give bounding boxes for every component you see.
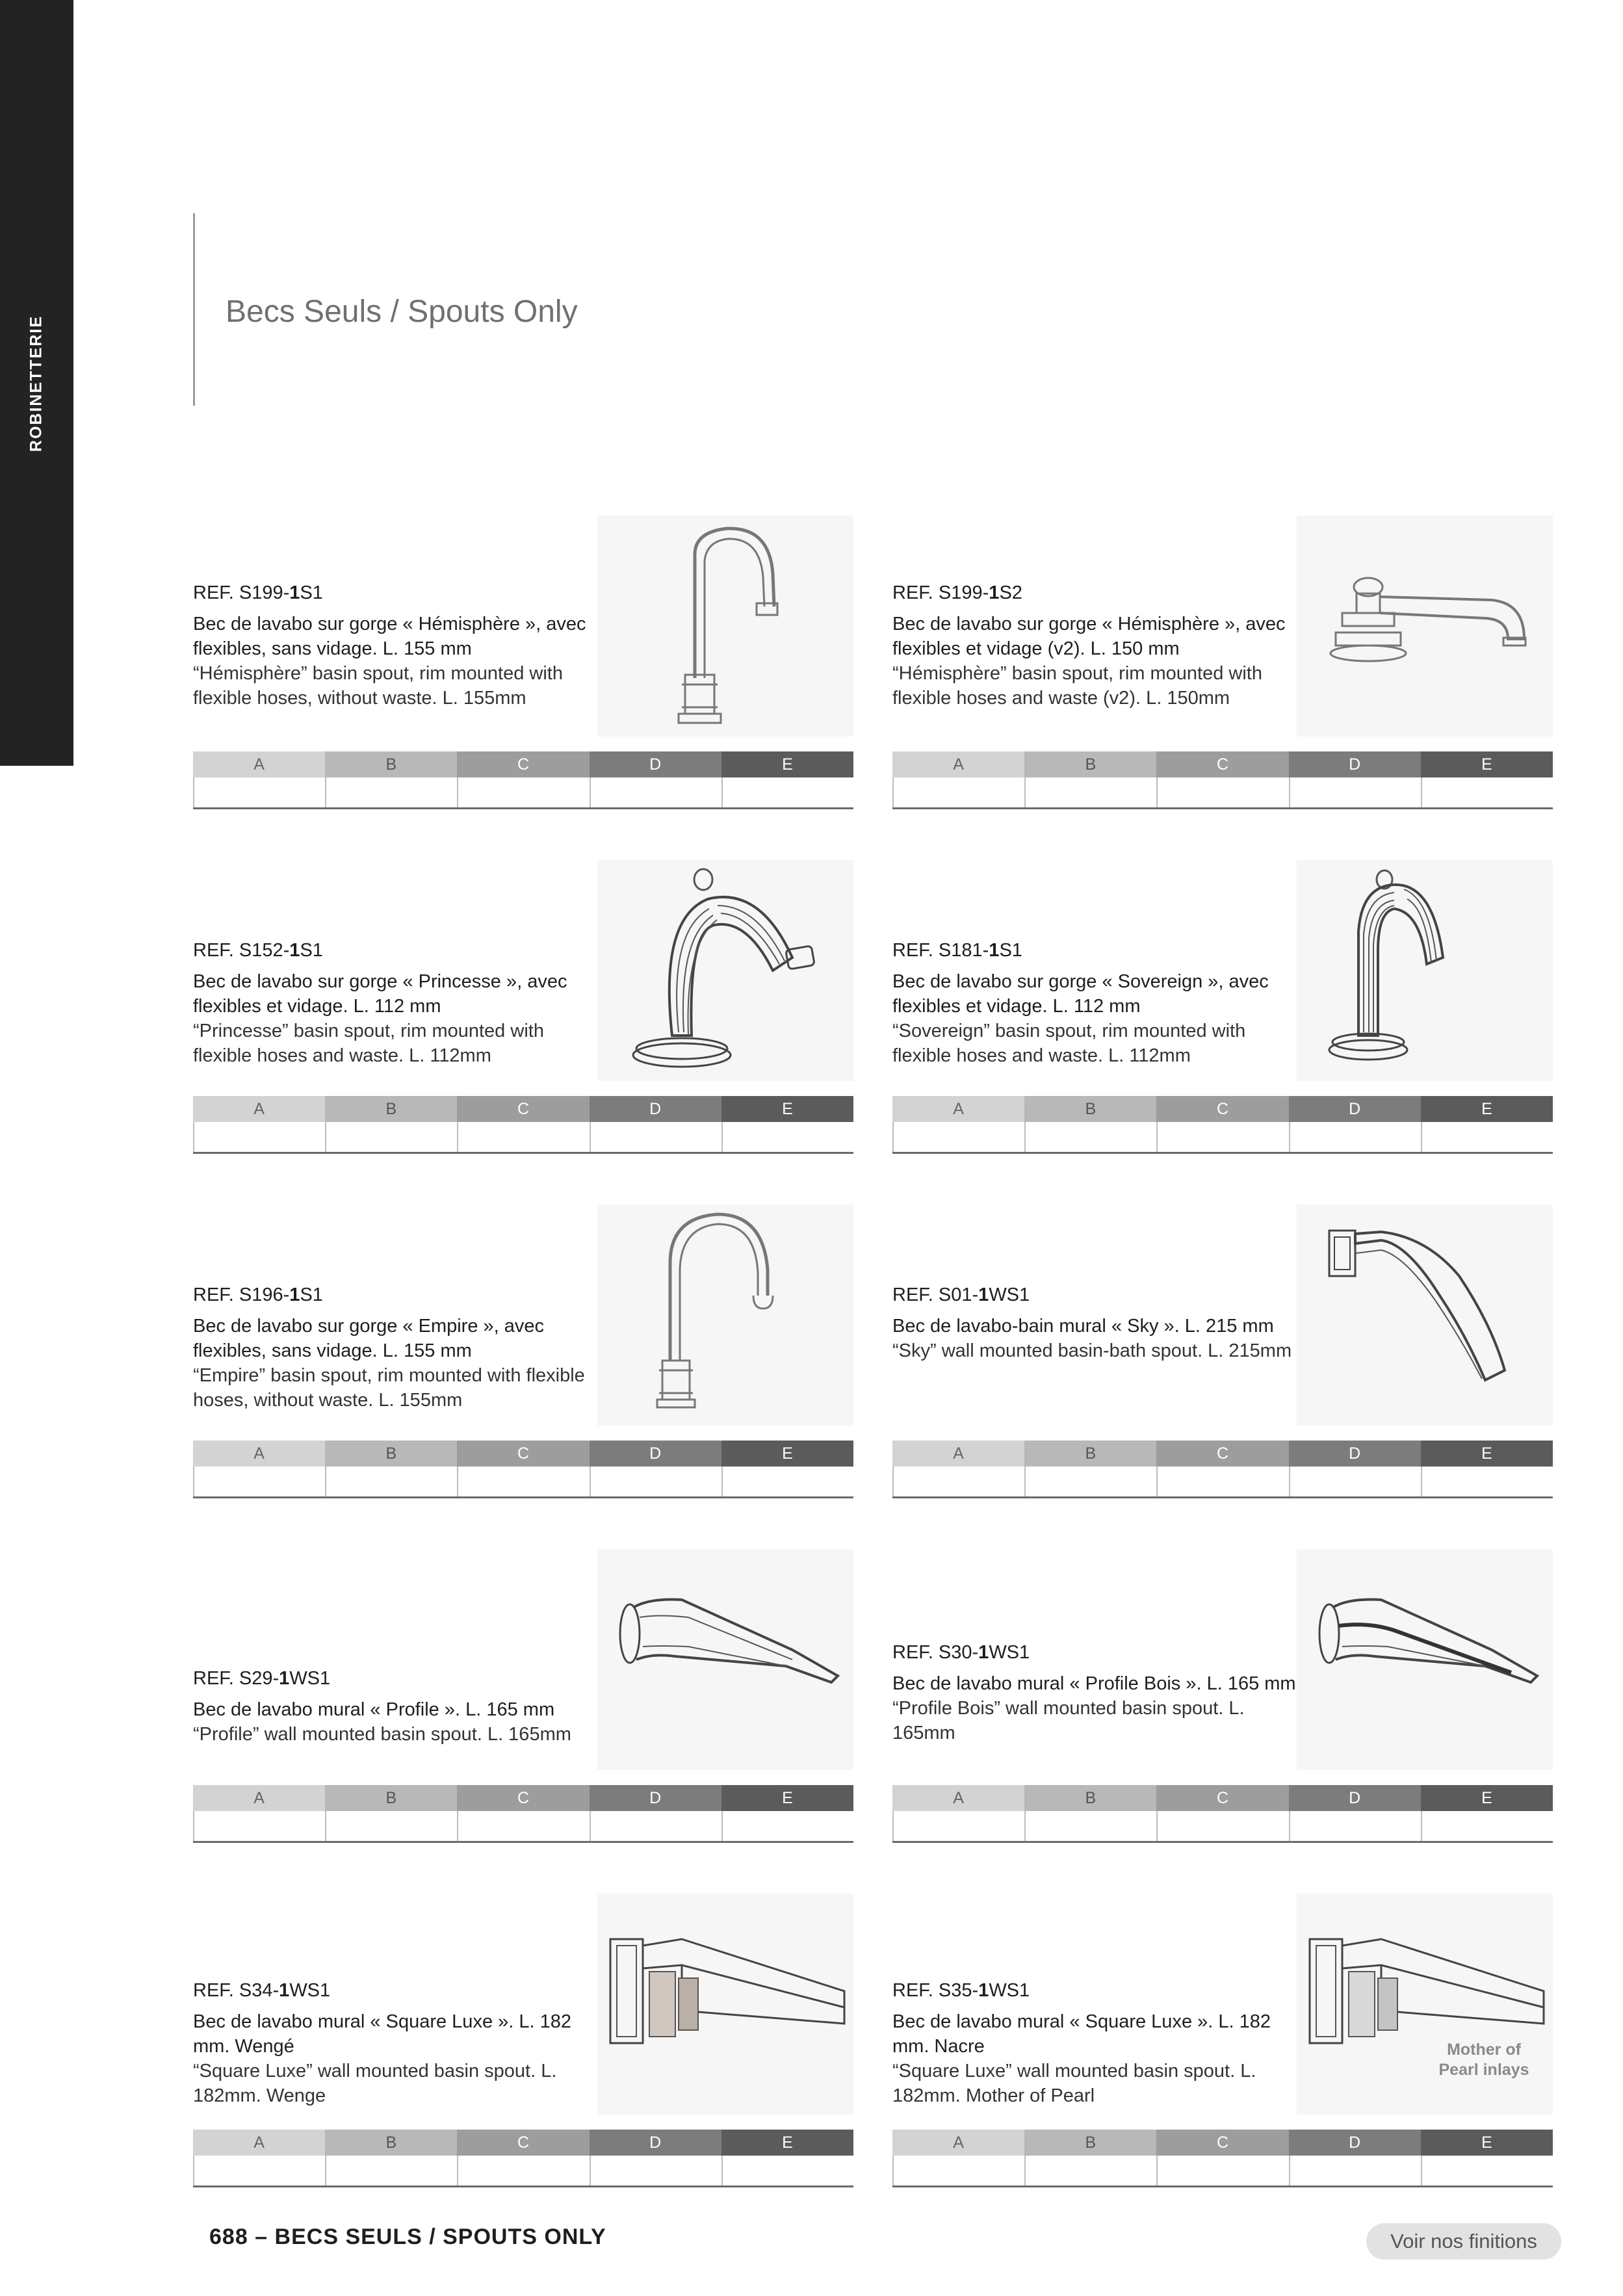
wall-square-spout-icon [597,1894,853,2115]
finish-header [892,2130,1553,2156]
finish-header [892,751,1553,777]
product-text [193,1978,603,2108]
product-description-fr: Bec de lavabo sur gorge « Sovereign », avec flexibles et vidage. L. 112 mm [892,971,1269,1017]
product-text [193,581,603,711]
finish-header [193,751,853,777]
finish-col-a: A [892,1785,1024,1811]
finish-row [892,1467,1553,1498]
finish-row [892,2156,1553,2187]
finish-cell [1421,1811,1553,1841]
finish-cell [1421,1122,1553,1152]
finish-cell [590,777,721,807]
product-description-fr: Bec de lavabo sur gorge « Hémisphère », avec flexibles et vidage (v2). L. 150 mm [892,614,1286,659]
product-text [892,1283,1302,1363]
finish-header [193,1441,853,1467]
finish-table [193,1785,853,1843]
finish-cell [1289,1467,1421,1496]
finish-cell [1156,1811,1288,1841]
finish-col-b: B [325,1096,457,1122]
finish-col-a: A [892,1096,1024,1122]
title-rule [193,213,195,406]
finish-col-d: D [1289,1441,1421,1467]
product-card [892,1549,1553,1842]
finish-col-b: B [1024,1785,1156,1811]
finish-cell [721,1811,853,1841]
product-image [597,515,853,737]
product-card [193,1549,853,1842]
finish-col-d: D [1289,751,1421,777]
product-description-fr: Bec de lavabo sur gorge « Empire », avec flexibles, sans vidage. L. 155 mm [193,1316,545,1361]
product-image [597,860,853,1081]
finish-cell [1024,1811,1156,1841]
product-ref: REF. S34-1WS1 [193,1980,331,2001]
finish-col-c: C [457,1096,589,1122]
product-description-fr: Bec de lavabo-bain mural « Sky ». L. 215 mm [892,1316,1274,1337]
finish-cell [721,777,853,807]
finish-cell [1289,2156,1421,2185]
finish-col-e: E [721,2130,853,2156]
product-description-en: “Square Luxe” wall mounted basin spout. L. 182mm. Wenge [193,2061,557,2106]
finish-cell [457,1122,589,1152]
finish-table [892,751,1553,809]
finish-col-b: B [325,1441,457,1467]
goose-neck-spout-icon [597,1205,853,1426]
finish-col-d: D [590,1785,721,1811]
product-description-en: “Square Luxe” wall mounted basin spout. L. 182mm. Mother of Pearl [892,2061,1256,2106]
finish-col-e: E [1421,1096,1553,1122]
product-description-en: “Hémisphère” basin spout, rim mounted with flexible hoses and waste (v2). L. 150mm [892,663,1262,709]
product-card [892,1205,1553,1497]
finish-col-a: A [892,2130,1024,2156]
wall-square-spout-icon [1297,1894,1553,2115]
finish-cell [590,1811,721,1841]
finish-col-b: B [325,2130,457,2156]
fluted-spout-icon [597,860,853,1081]
goose-neck-spout-icon [597,515,853,737]
finish-table [892,2130,1553,2187]
finish-col-b: B [1024,1441,1156,1467]
finish-col-c: C [1156,751,1288,777]
finish-col-a: A [193,2130,325,2156]
finish-cell [193,2156,325,2185]
product-image [597,1549,853,1770]
finish-row [193,2156,853,2187]
product-image [1297,1205,1553,1426]
finish-cell [1289,777,1421,807]
page-footer-label: 688 – BECS SEULS / SPOUTS ONLY [209,2224,606,2249]
finish-cell [457,777,589,807]
finish-cell [892,1122,1024,1152]
finish-cell [325,1122,457,1152]
product-text [193,1283,603,1413]
finish-col-b: B [325,751,457,777]
finish-col-a: A [193,1096,325,1122]
product-ref: REF. S29-1WS1 [193,1668,331,1689]
finish-col-a: A [193,1441,325,1467]
sidebar-tab [0,0,73,766]
finish-table [892,1785,1553,1843]
finish-cell [325,2156,457,2185]
finish-col-a: A [193,1785,325,1811]
finish-col-e: E [721,751,853,777]
finish-col-a: A [892,751,1024,777]
finish-cell [892,2156,1024,2185]
finish-col-a: A [892,1441,1024,1467]
finish-table [193,1441,853,1498]
product-description-fr: Bec de lavabo mural « Profile ». L. 165 mm [193,1699,555,1720]
finish-cell [457,1811,589,1841]
sidebar-label: ROBINETTERIE [27,315,45,452]
finish-cell [1156,1467,1288,1496]
finish-row [193,1122,853,1154]
product-ref: REF. S199-1S2 [892,582,1022,603]
finish-cell [892,1467,1024,1496]
product-card [892,1894,1553,2186]
product-description-en: “Princesse” basin spout, rim mounted with flexible hoses and waste. L. 112mm [193,1021,544,1066]
product-description-fr: Bec de lavabo sur gorge « Hémisphère », avec flexibles, sans vidage. L. 155 mm [193,614,586,659]
finish-col-a: A [193,751,325,777]
finish-cell [892,777,1024,807]
product-description-en: “Hémisphère” basin spout, rim mounted with flexible hoses, without waste. L. 155mm [193,663,563,709]
product-description-en: “Profile” wall mounted basin spout. L. 165mm [193,1724,571,1745]
wall-blade-spout-wood-icon [1297,1549,1553,1770]
finish-cell [1024,777,1156,807]
product-text [892,1640,1302,1745]
finish-header [892,1785,1553,1811]
finish-col-d: D [590,2130,721,2156]
product-text [892,581,1302,711]
finish-col-b: B [1024,751,1156,777]
finish-cell [1024,1467,1156,1496]
finish-col-d: D [1289,1096,1421,1122]
product-description-en: “Sky” wall mounted basin-bath spout. L. 215mm [892,1340,1292,1361]
finish-cell [721,1122,853,1152]
finish-cell [325,1811,457,1841]
finish-col-e: E [1421,1785,1553,1811]
finish-row [892,1122,1553,1154]
finish-col-e: E [721,1441,853,1467]
finish-table [892,1096,1553,1154]
finish-cell [590,1467,721,1496]
product-image [1297,515,1553,737]
product-ref: REF. S01-1WS1 [892,1285,1030,1305]
finish-col-c: C [1156,1096,1288,1122]
finish-cell [193,1467,325,1496]
product-text [193,938,603,1068]
low-spout-icon [1297,515,1553,737]
finish-table [193,1096,853,1154]
product-card [193,860,853,1153]
product-image [1297,860,1553,1081]
finish-col-b: B [1024,1096,1156,1122]
product-text [892,1978,1302,2108]
product-description-en: “Empire” basin spout, rim mounted with flexible hoses, without waste. L. 155mm [193,1365,585,1411]
finish-cell [325,1467,457,1496]
finish-table [892,1441,1553,1498]
product-card [193,515,853,808]
finish-row [193,1467,853,1498]
product-text [892,938,1302,1068]
finish-cell [325,777,457,807]
finish-cell [193,1811,325,1841]
finish-col-c: C [1156,1785,1288,1811]
finish-header [892,1096,1553,1122]
finish-cell [1421,777,1553,807]
finish-cell [1289,1811,1421,1841]
finish-cell [1289,1122,1421,1152]
page-title: Becs Seuls / Spouts Only [226,294,578,329]
wall-curved-spout-icon [1297,1205,1553,1426]
finish-table [193,751,853,809]
finish-cell [892,1811,1024,1841]
product-image [597,1894,853,2115]
finish-header [193,2130,853,2156]
finish-col-e: E [1421,751,1553,777]
finish-cell [1156,777,1288,807]
finish-header [193,1785,853,1811]
finish-cell [590,1122,721,1152]
product-description-fr: Bec de lavabo mural « Square Luxe ». L. 182 mm. Nacre [892,2011,1271,2057]
finish-cell [193,777,325,807]
finish-cell [1024,2156,1156,2185]
finish-col-e: E [721,1785,853,1811]
product-description-en: “Profile Bois” wall mounted basin spout. L. 165mm [892,1698,1245,1743]
finish-col-d: D [590,751,721,777]
product-ref: REF. S35-1WS1 [892,1980,1030,2001]
product-image [1297,1549,1553,1770]
finish-cell [1421,1467,1553,1496]
finish-cell [457,1467,589,1496]
finish-col-c: C [457,751,589,777]
finish-cell [721,1467,853,1496]
product-image [597,1205,853,1426]
finish-col-c: C [457,1785,589,1811]
finish-table [193,2130,853,2187]
product-description-fr: Bec de lavabo mural « Profile Bois ». L. 165 mm [892,1673,1296,1694]
product-ref: REF. S181-1S1 [892,940,1022,961]
finish-header [193,1096,853,1122]
finish-row [193,777,853,809]
product-card [193,1894,853,2186]
view-finishes-button[interactable]: Voir nos finitions [1366,2223,1561,2260]
finish-col-c: C [1156,2130,1288,2156]
finish-header [892,1441,1553,1467]
product-card [193,1205,853,1497]
product-ref: REF. S30-1WS1 [892,1642,1030,1663]
finish-col-c: C [1156,1441,1288,1467]
product-ref: REF. S199-1S1 [193,582,323,603]
image-note: Mother of Pearl inlays [1438,2041,1529,2079]
finish-col-e: E [1421,2130,1553,2156]
finish-cell [1156,2156,1288,2185]
product-card [892,860,1553,1153]
finish-row [193,1811,853,1843]
finish-col-c: C [457,1441,589,1467]
product-text [193,1666,603,1747]
finish-col-d: D [1289,1785,1421,1811]
finish-cell [457,2156,589,2185]
finish-col-d: D [1289,2130,1421,2156]
product-description-en: “Sovereign” basin spout, rim mounted with flexible hoses and waste. L. 112mm [892,1021,1246,1066]
finish-col-b: B [325,1785,457,1811]
finish-col-c: C [457,2130,589,2156]
finish-cell [721,2156,853,2185]
finish-cell [1421,2156,1553,2185]
product-card [892,515,1553,808]
finish-row [892,777,1553,809]
product-description-fr: Bec de lavabo mural « Square Luxe ». L. 182 mm. Wengé [193,2011,571,2057]
finish-col-b: B [1024,2130,1156,2156]
finish-col-d: D [590,1441,721,1467]
wall-blade-spout-icon [597,1549,853,1770]
finish-cell [1156,1122,1288,1152]
product-description-fr: Bec de lavabo sur gorge « Princesse », avec flexibles et vidage. L. 112 mm [193,971,567,1017]
product-image [1297,1894,1553,2115]
product-ref: REF. S152-1S1 [193,940,323,961]
finish-col-e: E [1421,1441,1553,1467]
fluted-arch-spout-icon [1297,860,1553,1081]
finish-cell [193,1122,325,1152]
finish-col-d: D [590,1096,721,1122]
finish-cell [1024,1122,1156,1152]
product-ref: REF. S196-1S1 [193,1285,323,1305]
finish-cell [590,2156,721,2185]
finish-col-e: E [721,1096,853,1122]
finish-row [892,1811,1553,1843]
